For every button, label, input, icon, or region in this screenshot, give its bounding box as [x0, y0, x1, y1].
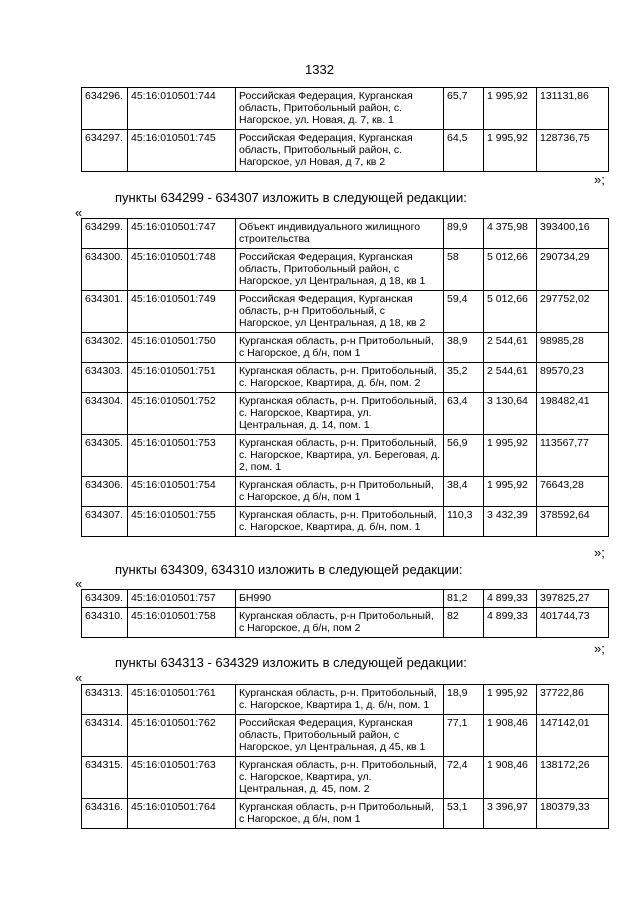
open-quote: « [75, 576, 83, 591]
item-number: 634302. [82, 333, 128, 363]
value: 113567,77 [537, 435, 609, 477]
table-row [82, 393, 609, 435]
table-row [82, 685, 609, 715]
table-block-4 [81, 684, 609, 829]
cadastral-number: 45:16:010501:747 [128, 219, 236, 249]
table-row [82, 477, 609, 507]
item-number: 634309. [82, 590, 128, 608]
value: 37722,86 [537, 685, 609, 715]
item-number: 634301. [82, 291, 128, 333]
rate: 1 995,92 [484, 477, 537, 507]
table-row [82, 608, 609, 638]
table-row [82, 130, 609, 172]
table-row [82, 333, 609, 363]
close-quote: »; [594, 172, 605, 187]
cadastral-number: 45:16:010501:764 [128, 799, 236, 829]
table-row [82, 219, 609, 249]
value: 198482,41 [537, 393, 609, 435]
rate: 1 995,92 [484, 435, 537, 477]
rate: 5 012,66 [484, 291, 537, 333]
rate: 1 995,92 [484, 685, 537, 715]
cadastral-number: 45:16:010501:758 [128, 608, 236, 638]
area: 82 [444, 608, 484, 638]
item-number: 634296. [82, 88, 128, 130]
value: 297752,02 [537, 291, 609, 333]
rate: 5 012,66 [484, 249, 537, 291]
value: 98985,28 [537, 333, 609, 363]
address: Курганская область, р-н Притобольный, с Нагорское, д б/н, пом 1 [236, 477, 444, 507]
rate: 3 396,97 [484, 799, 537, 829]
table-block-1 [81, 87, 609, 172]
cadastral-number: 45:16:010501:763 [128, 757, 236, 799]
open-quote: « [75, 670, 83, 685]
item-number: 634306. [82, 477, 128, 507]
rate: 2 544,61 [484, 333, 537, 363]
rate: 4 899,33 [484, 590, 537, 608]
value: 131131,86 [537, 88, 609, 130]
cadastral-number: 45:16:010501:744 [128, 88, 236, 130]
address: Курганская область, р-н. Притобольный, с. Нагорское, Квартира 1, д. б/н, пом. 1 [236, 685, 444, 715]
rate: 1 908,46 [484, 715, 537, 757]
address: Российская Федерация, Курганская область, Притобольный район, с. Нагорское, ул. Новая, д. 7, кв. 1 [236, 88, 444, 130]
value: 290734,29 [537, 249, 609, 291]
area: 63,4 [444, 393, 484, 435]
area: 59,4 [444, 291, 484, 333]
item-number: 634316. [82, 799, 128, 829]
value: 89570,23 [537, 363, 609, 393]
value: 378592,64 [537, 507, 609, 537]
value: 401744,73 [537, 608, 609, 638]
item-number: 634300. [82, 249, 128, 291]
address: Российская Федерация, Курганская область, Притобольный район, с Нагорское, ул Центральная, д 45, кв 1 [236, 715, 444, 757]
table-row [82, 435, 609, 477]
table-row [82, 757, 609, 799]
cadastral-number: 45:16:010501:750 [128, 333, 236, 363]
cadastral-number: 45:16:010501:761 [128, 685, 236, 715]
table-row [82, 363, 609, 393]
cadastral-number: 45:16:010501:751 [128, 363, 236, 393]
area: 64,5 [444, 130, 484, 172]
rate: 3 432,39 [484, 507, 537, 537]
rate: 1 908,46 [484, 757, 537, 799]
table-row [82, 88, 609, 130]
value: 138172,26 [537, 757, 609, 799]
table-row [82, 249, 609, 291]
cadastral-number: 45:16:010501:757 [128, 590, 236, 608]
area: 53,1 [444, 799, 484, 829]
item-number: 634299. [82, 219, 128, 249]
cadastral-number: 45:16:010501:752 [128, 393, 236, 435]
value: 147142,01 [537, 715, 609, 757]
value: 128736,75 [537, 130, 609, 172]
value: 76643,28 [537, 477, 609, 507]
page-number: 1332 [305, 62, 334, 77]
open-quote: « [75, 205, 83, 220]
address: БН990 [236, 590, 444, 608]
address: Курганская область, р-н Притобольный, с Нагорское, д б/н, пом 1 [236, 333, 444, 363]
area: 18,9 [444, 685, 484, 715]
area: 72,4 [444, 757, 484, 799]
cadastral-number: 45:16:010501:755 [128, 507, 236, 537]
area: 35,2 [444, 363, 484, 393]
value: 397825,27 [537, 590, 609, 608]
item-number: 634304. [82, 393, 128, 435]
table-row [82, 715, 609, 757]
rate: 1 995,92 [484, 130, 537, 172]
close-quote: »; [594, 545, 605, 560]
item-number: 634315. [82, 757, 128, 799]
address: Курганская область, р-н. Притобольный, с. Нагорское, Квартира, ул. Береговая, д. 2, пом. 1 [236, 435, 444, 477]
address: Курганская область, р-н Притобольный, с Нагорское, д б/н, пом 2 [236, 608, 444, 638]
address: Российская Федерация, Курганская область, Притобольный район, с. Нагорское, ул Новая, д 7, кв 2 [236, 130, 444, 172]
rate: 2 544,61 [484, 363, 537, 393]
rate: 3 130,64 [484, 393, 537, 435]
table-row [82, 590, 609, 608]
rate: 4 375,98 [484, 219, 537, 249]
cadastral-number: 45:16:010501:748 [128, 249, 236, 291]
area: 110,3 [444, 507, 484, 537]
item-number: 634314. [82, 715, 128, 757]
cadastral-number: 45:16:010501:745 [128, 130, 236, 172]
table-block-3 [81, 589, 609, 638]
address: Российская Федерация, Курганская область, Притобольный район, с Нагорское, ул Центральная, д 18, кв 1 [236, 249, 444, 291]
cadastral-number: 45:16:010501:754 [128, 477, 236, 507]
table-row [82, 799, 609, 829]
address: Курганская область, р-н. Притобольный, с. Нагорское, Квартира, ул. Центральная, д. 45, пом. 2 [236, 757, 444, 799]
close-quote: »; [594, 641, 605, 656]
cadastral-number: 45:16:010501:749 [128, 291, 236, 333]
address: Курганская область, р-н Притобольный, с Нагорское, д б/н, пом 1 [236, 799, 444, 829]
area: 56,9 [444, 435, 484, 477]
table-row [82, 507, 609, 537]
address: Курганская область, р-н. Притобольный, с. Нагорское, Квартира, ул. Центральная, д. 14, пом. 1 [236, 393, 444, 435]
value: 180379,33 [537, 799, 609, 829]
table-block-2 [81, 218, 609, 537]
area: 77,1 [444, 715, 484, 757]
area: 58 [444, 249, 484, 291]
rate: 4 899,33 [484, 608, 537, 638]
cadastral-number: 45:16:010501:753 [128, 435, 236, 477]
area: 38,4 [444, 477, 484, 507]
area: 65,7 [444, 88, 484, 130]
amendment-instruction: пункты 634313 - 634329 изложить в следующей редакции: [115, 655, 467, 670]
area: 89,9 [444, 219, 484, 249]
item-number: 634310. [82, 608, 128, 638]
cadastral-number: 45:16:010501:762 [128, 715, 236, 757]
item-number: 634313. [82, 685, 128, 715]
address: Курганская область, р-н. Притобольный, с. Нагорское, Квартира, д. б/н, пом. 2 [236, 363, 444, 393]
area: 38,9 [444, 333, 484, 363]
address: Курганская область, р-н. Притобольный, с. Нагорское, Квартира, д. б/н, пом. 1 [236, 507, 444, 537]
item-number: 634303. [82, 363, 128, 393]
value: 393400,16 [537, 219, 609, 249]
amendment-instruction: пункты 634309, 634310 изложить в следующей редакции: [115, 562, 463, 577]
address: Российская Федерация, Курганская область, р-н Притобольный, с Нагорское, ул Центральная, д 18, кв 2 [236, 291, 444, 333]
item-number: 634297. [82, 130, 128, 172]
item-number: 634307. [82, 507, 128, 537]
area: 81,2 [444, 590, 484, 608]
table-row [82, 291, 609, 333]
amendment-instruction: пункты 634299 - 634307 изложить в следующей редакции: [115, 190, 467, 205]
item-number: 634305. [82, 435, 128, 477]
address: Объект индивидуального жилищного строительства [236, 219, 444, 249]
rate: 1 995,92 [484, 88, 537, 130]
